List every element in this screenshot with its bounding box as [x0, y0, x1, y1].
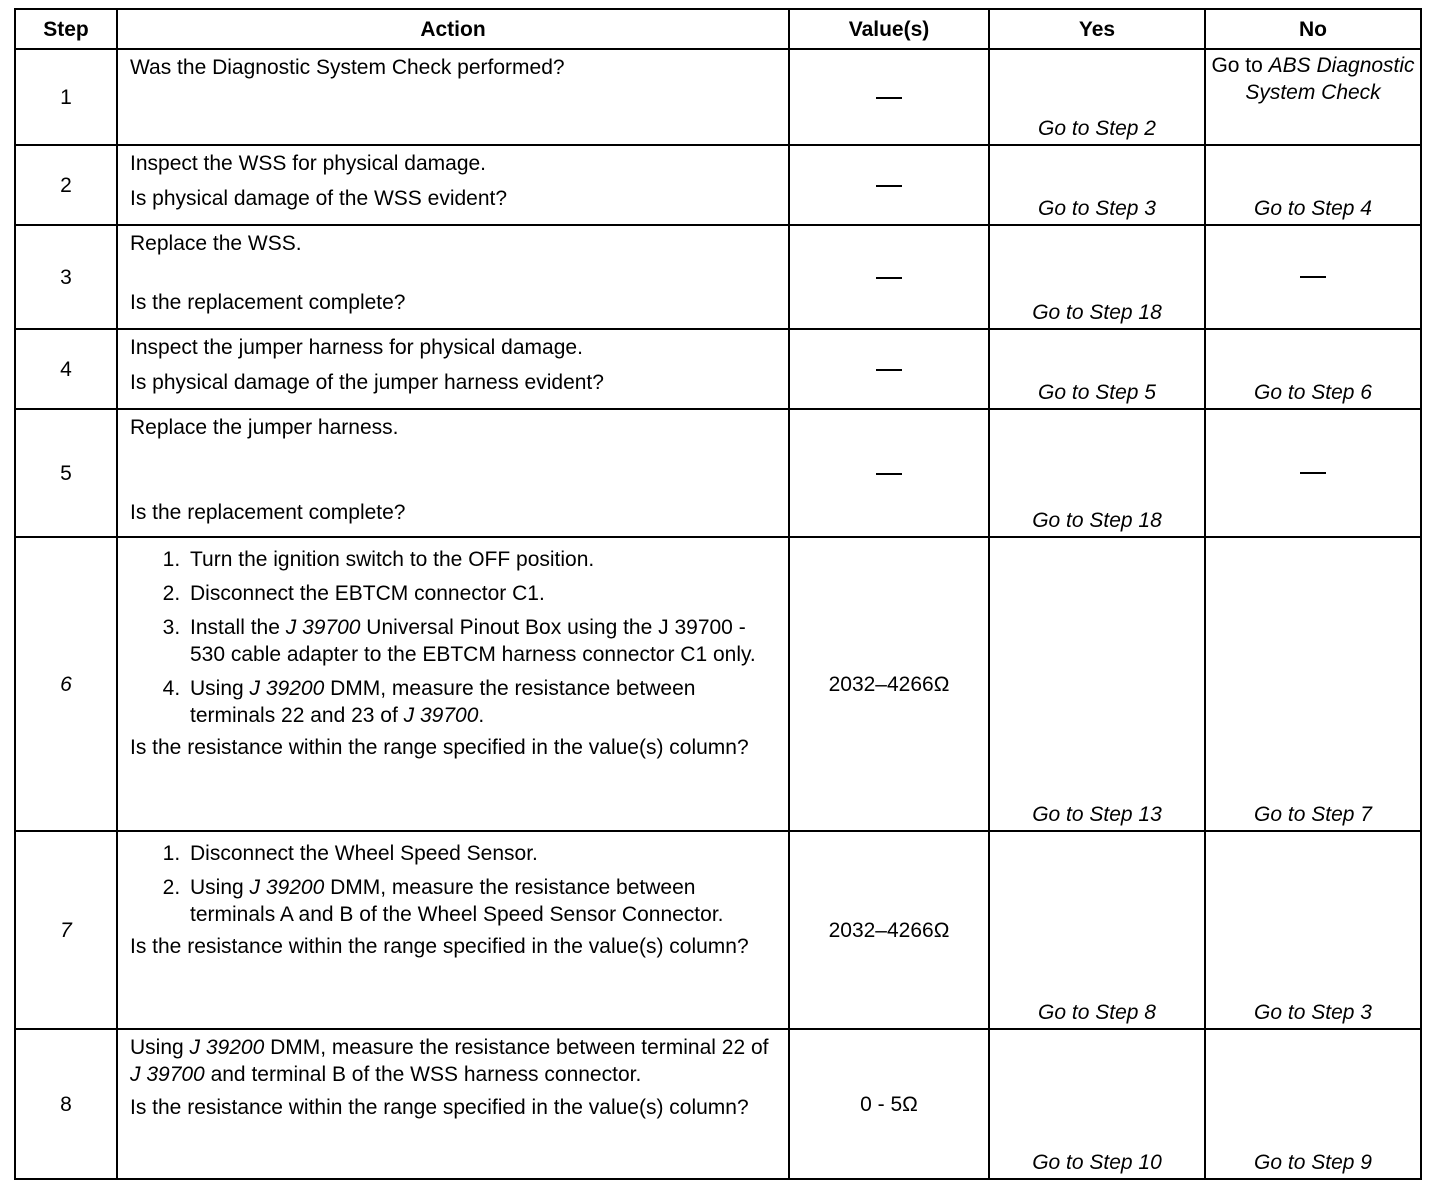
abs-check-link: ABS Diagnostic System Check	[1245, 54, 1415, 104]
step-number: 7	[15, 831, 117, 1029]
header-row	[15, 9, 1421, 49]
yes-cell: Go to Step 10	[989, 1029, 1205, 1179]
yes-cell: Go to Step 5	[989, 329, 1205, 409]
table-row	[15, 409, 1421, 537]
action-cell	[117, 1029, 789, 1179]
yes-cell: Go to Step 18	[989, 409, 1205, 537]
action-text: Using J 39200 DMM, measure the resistance between terminal 22 of J 39700 and terminal B of the WSS harness connector.	[130, 1036, 769, 1086]
step-number: 4	[15, 329, 117, 409]
table-row	[15, 49, 1421, 145]
action-cell	[117, 831, 789, 1029]
dash-mark	[876, 473, 902, 475]
value-cell	[789, 145, 989, 225]
action-cell	[117, 49, 789, 145]
table-row	[15, 329, 1421, 409]
dash-mark	[1300, 276, 1326, 278]
value-cell: 2032–4266Ω	[789, 537, 989, 831]
table-row	[15, 145, 1421, 225]
yes-cell: Go to Step 3	[989, 145, 1205, 225]
action-question: Is the resistance within the range specified in the value(s) column?	[130, 1096, 749, 1119]
action-cell	[117, 145, 789, 225]
dash-mark	[876, 369, 902, 371]
list-item: 4. Using J 39200 DMM, measure the resistance between terminals 22 and 23 of J 39700.	[186, 675, 780, 729]
step-number: 1	[15, 49, 117, 145]
value-cell	[789, 329, 989, 409]
action-cell	[117, 409, 789, 537]
list-item: 1. Disconnect the Wheel Speed Sensor.	[186, 840, 780, 867]
table-row	[15, 1029, 1421, 1179]
list-item: 1. Turn the ignition switch to the OFF position.	[186, 546, 780, 573]
action-text: Inspect the jumper harness for physical damage.	[130, 336, 583, 359]
step-number: 5	[15, 409, 117, 537]
yes-cell: Go to Step 2	[989, 49, 1205, 145]
action-steps-list	[130, 546, 780, 729]
value-cell	[789, 49, 989, 145]
no-cell: Go to Step 6	[1205, 329, 1421, 409]
list-item: 2. Using J 39200 DMM, measure the resistance between terminals A and B of the Wheel Speed Sensor Connector.	[186, 874, 780, 928]
yes-cell: Go to Step 18	[989, 225, 1205, 329]
no-cell	[1205, 225, 1421, 329]
value-cell: 2032–4266Ω	[789, 831, 989, 1029]
header-no: No	[1205, 9, 1421, 49]
action-text: Replace the jumper harness.	[130, 416, 399, 439]
yes-cell: Go to Step 8	[989, 831, 1205, 1029]
list-item: 2. Disconnect the EBTCM connector C1.	[186, 580, 780, 607]
action-question: Is the replacement complete?	[130, 501, 406, 524]
action-question: Is the replacement complete?	[130, 291, 406, 314]
value-cell: 0 - 5Ω	[789, 1029, 989, 1179]
step-number: 6	[15, 537, 117, 831]
value-cell	[789, 409, 989, 537]
action-cell	[117, 537, 789, 831]
action-text: Replace the WSS.	[130, 232, 302, 255]
no-cell: Go to Step 3	[1205, 831, 1421, 1029]
no-goto-text: Go to	[1211, 54, 1263, 77]
step-number: 8	[15, 1029, 117, 1179]
action-question: Is the resistance within the range specified in the value(s) column?	[130, 935, 749, 958]
step-number: 2	[15, 145, 117, 225]
action-cell	[117, 329, 789, 409]
step-number: 3	[15, 225, 117, 329]
action-steps-list	[130, 840, 780, 928]
table-row	[15, 537, 1421, 831]
action-question: Is physical damage of the WSS evident?	[130, 187, 508, 210]
action-text: Was the Diagnostic System Check performed?	[130, 56, 565, 79]
no-cell: Go to Step 9	[1205, 1029, 1421, 1179]
header-values: Value(s)	[789, 9, 989, 49]
header-step: Step	[15, 9, 117, 49]
dash-mark	[876, 277, 902, 279]
action-cell	[117, 225, 789, 329]
header-action: Action	[117, 9, 789, 49]
table-row	[15, 831, 1421, 1029]
table-row	[15, 225, 1421, 329]
diagnostic-table	[14, 8, 1422, 1180]
action-question: Is the resistance within the range specified in the value(s) column?	[130, 736, 749, 759]
list-item: 3. Install the J 39700 Universal Pinout Box using the J 39700 - 530 cable adapter to the EBTCM harness connector C1 only.	[186, 614, 780, 668]
header-yes: Yes	[989, 9, 1205, 49]
yes-cell: Go to Step 13	[989, 537, 1205, 831]
dash-mark	[1300, 472, 1326, 474]
action-question: Is physical damage of the jumper harness evident?	[130, 371, 604, 394]
dash-mark	[876, 185, 902, 187]
dash-mark	[876, 97, 902, 99]
action-text: Inspect the WSS for physical damage.	[130, 152, 487, 175]
no-cell	[1205, 409, 1421, 537]
no-cell	[1205, 49, 1421, 145]
no-cell: Go to Step 7	[1205, 537, 1421, 831]
no-cell: Go to Step 4	[1205, 145, 1421, 225]
value-cell	[789, 225, 989, 329]
